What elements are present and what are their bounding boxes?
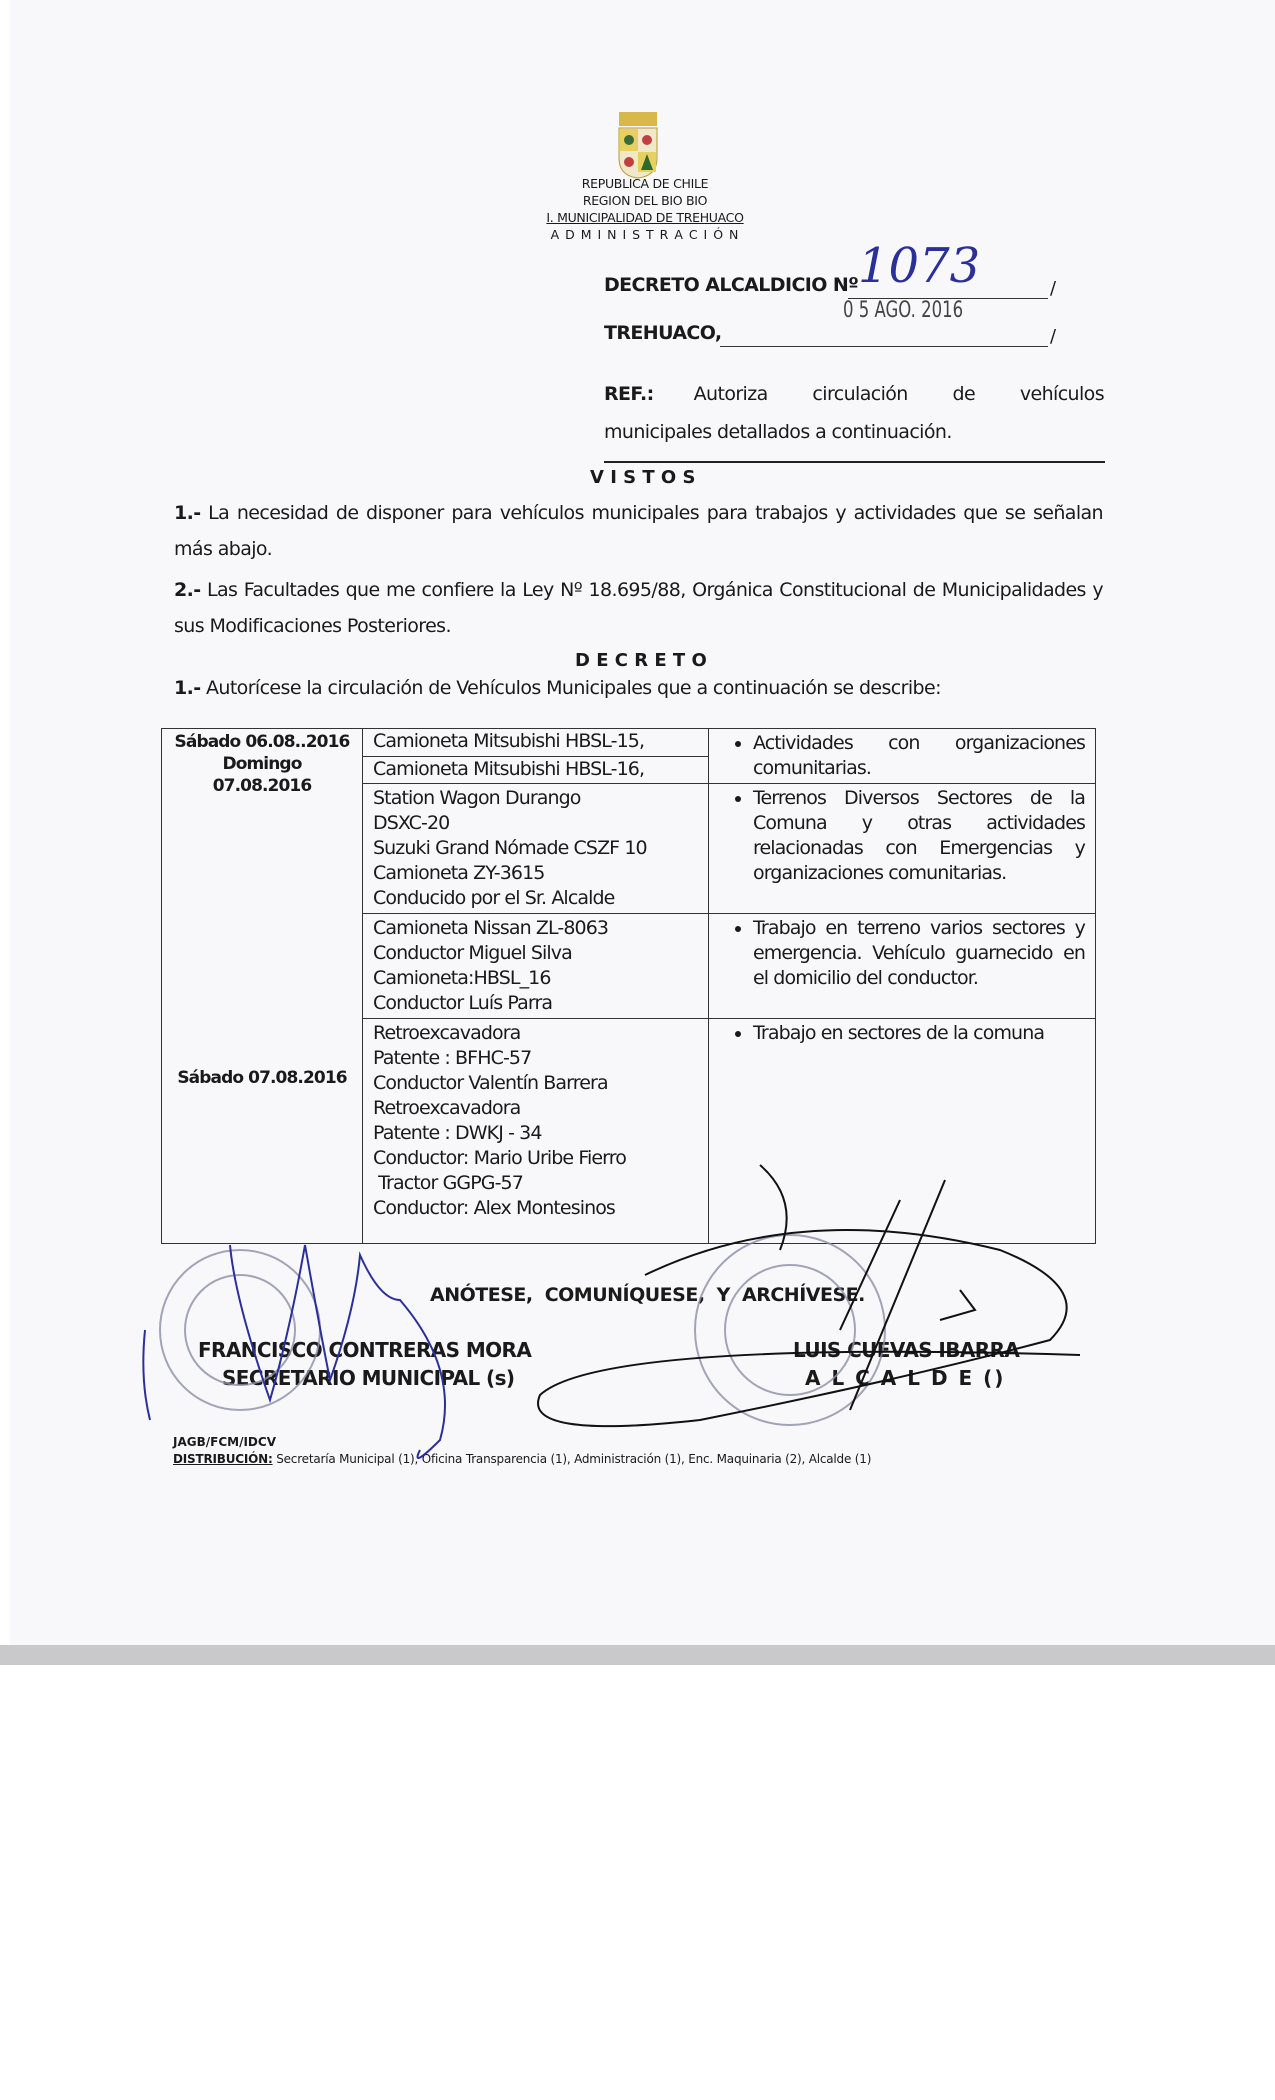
handwritten-decree-number: 1073 — [858, 238, 981, 294]
secretary-title: SECRETARIO MUNICIPAL (s) — [222, 1366, 515, 1390]
item-number: 1.- — [174, 502, 201, 524]
mayor-title: A L C A L D E () — [805, 1366, 1006, 1390]
item-text: La necesidad de disponer para vehículos municipales para trabajos y actividades que se señalan más abajo. — [174, 502, 1103, 560]
vehicle-line: Camioneta ZY-3615 — [373, 862, 545, 884]
decreto-title: D E C R E T O — [575, 650, 707, 671]
closing-text: ANÓTESE, COMUNÍQUESE, Y ARCHÍVESE. — [430, 1284, 865, 1306]
date: Sábado 06.08..2016 — [174, 732, 350, 752]
activity-cell — [709, 784, 1096, 914]
vehicle-line: Suzuki Grand Nómade CSZF 10 — [373, 837, 647, 859]
initials: JAGB/FCM/IDCV — [173, 1435, 276, 1449]
vehicle-cell: Camioneta Mitsubishi HBSL-16, — [363, 756, 709, 784]
slash: / — [1050, 326, 1057, 347]
place-label: TREHUACO, — [604, 322, 722, 344]
vehicle-cell — [363, 784, 709, 914]
distribution — [173, 1452, 871, 1466]
date-cell: Sábado 07.08.2016 — [162, 914, 363, 1244]
vehicles-table — [161, 728, 1096, 1244]
vehicle-line: Station Wagon Durango DSXC-20 — [373, 787, 581, 834]
activity-cell — [709, 914, 1096, 1019]
decree-number-label: DECRETO ALCALDICIO Nº — [604, 274, 859, 296]
decreto-item — [174, 677, 941, 699]
scan-edge — [0, 1645, 1275, 1665]
vehicle-line: Camioneta Nissan ZL-8063 — [373, 917, 609, 939]
vehicle-line: Tractor GGPG-57 — [373, 1172, 523, 1194]
activity: • Actividades con organizaciones comunitarias. — [753, 731, 1085, 781]
ref-text: Autoriza circulación de vehículos — [693, 383, 1104, 405]
vehicle-line: Retroexcavadora — [373, 1097, 521, 1119]
vehicle-line: Conductor: Mario Uribe Fierro — [373, 1147, 626, 1169]
vehicle-cell — [363, 914, 709, 1019]
distribution-text: Secretaría Municipal (1), Oficina Transparencia (1), Administración (1), Enc. Maquinaria (2), Alcalde (1) — [272, 1452, 872, 1466]
activity-cell — [709, 1019, 1096, 1244]
item-number: 1.- — [174, 677, 201, 699]
header-line: REGION DEL BIO BIO — [582, 193, 708, 208]
table-row — [162, 729, 1096, 757]
activity-cell — [709, 729, 1096, 784]
vistos-title: V I S T O S — [590, 467, 696, 488]
vehicle-cell — [363, 1019, 709, 1244]
vehicle-line: Conductor Valentín Barrera — [373, 1072, 608, 1094]
vehicle-line: Conductor: Alex Montesinos — [373, 1197, 615, 1219]
item-text: Las Facultades que me confiere la Ley Nº 18.695/88, Orgánica Constitucional de Municipalidades y sus Modificaciones Posteriores. — [174, 579, 1103, 637]
vistos-item — [174, 572, 1103, 644]
date-line — [720, 346, 1048, 347]
coat-of-arms-logo — [615, 110, 661, 180]
ref-text-2: municipales detallados a continuación. — [604, 421, 952, 443]
ref-line-1 — [604, 383, 1104, 405]
activity: • Terrenos Diversos Sectores de la Comuna y otras actividades relacionadas con Emergencias y organizaciones comunitarias. — [753, 786, 1085, 886]
vistos-item — [174, 495, 1103, 567]
table-row — [162, 914, 1096, 1019]
vehicle-line: Retroexcavadora — [373, 1022, 521, 1044]
date-cell — [162, 729, 363, 914]
vehicle-line: Patente : BFHC-57 — [373, 1047, 532, 1069]
header-line: A D M I N I S T R A C I Ó N — [550, 227, 740, 242]
secretary-name: FRANCISCO CONTRERAS MORA — [198, 1338, 532, 1362]
header-line: REPUBLICA DE CHILE — [581, 176, 709, 191]
vehicle-line: Conductor Luís Parra — [373, 992, 553, 1014]
activity: • Trabajo en terreno varios sectores y emergencia. Vehículo guarnecido en el domicilio del conductor. — [753, 916, 1085, 991]
divider — [604, 461, 1105, 463]
header-line: I. MUNICIPALIDAD DE TREHUACO — [546, 210, 744, 225]
vehicle-cell: Camioneta Mitsubishi HBSL-15, — [363, 729, 709, 757]
item-text: Autorícese la circulación de Vehículos Municipales que a continuación se describe: — [205, 677, 941, 699]
activity: • Trabajo en sectores de la comuna — [753, 1021, 1085, 1046]
distribution-label: DISTRIBUCIÓN: — [173, 1452, 273, 1466]
slash: / — [1050, 278, 1057, 299]
mayor-name: LUIS CUEVAS IBARRA — [793, 1338, 1020, 1362]
vehicle-line: Conductor Miguel Silva — [373, 942, 572, 964]
item-number: 2.- — [174, 579, 201, 601]
vehicle-line: Patente : DWKJ - 34 — [373, 1122, 542, 1144]
ref-label: REF.: — [604, 383, 654, 405]
date: Domingo 07.08.2016 — [212, 754, 312, 796]
date-stamp: 0 5 AGO. 2016 — [843, 298, 964, 323]
vehicle-line: Camioneta:HBSL_16 — [373, 967, 551, 989]
vehicle-line: Conducido por el Sr. Alcalde — [373, 887, 615, 909]
